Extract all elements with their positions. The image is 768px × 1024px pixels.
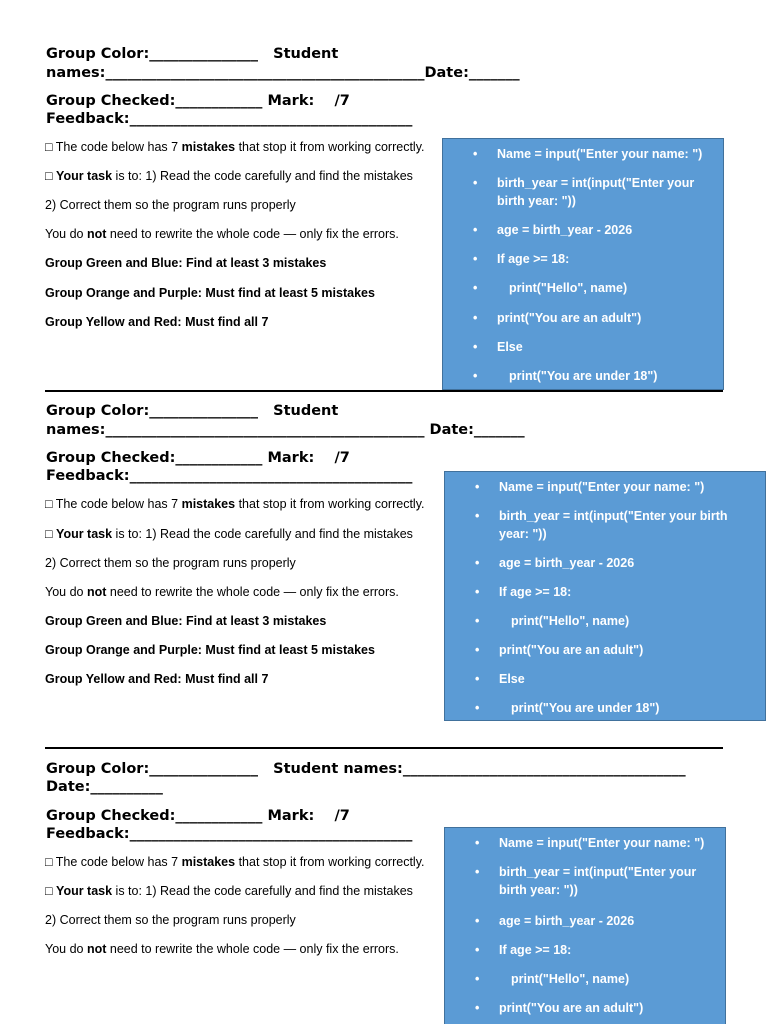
instruction-task: □ Your task is to: 1) Read the code carefully and find the mistakes — [45, 169, 413, 183]
group-checked-mark-line[interactable]: Group Checked:____________ Mark: /7 — [46, 808, 350, 824]
instruction-no-rewrite: You do not need to rewrite the whole code — only fix the errors. — [45, 585, 399, 599]
names-date-line[interactable]: names:____________________________________________Date:_______ — [46, 65, 520, 81]
feedback-line[interactable]: Feedback:_______________________________________ — [46, 468, 413, 484]
instruction-task: □ Your task is to: 1) Read the code carefully and find the mistakes — [45, 527, 413, 541]
group-color-student-line[interactable]: Group Color:_______________ Student — [46, 46, 339, 62]
instruction-task: □ Your task is to: 1) Read the code carefully and find the mistakes — [45, 884, 413, 898]
group-green-blue-goal: Group Green and Blue: Find at least 3 mistakes — [45, 614, 327, 628]
date-line[interactable]: Date:__________ — [46, 779, 163, 795]
worksheet-section-1 — [0, 0, 768, 392]
instruction-correct: 2) Correct them so the program runs properly — [45, 198, 296, 212]
instruction-mistakes: □ The code below has 7 mistakes that stop it from working correctly. — [45, 855, 425, 869]
group-orange-purple-goal: Group Orange and Purple: Must find at least 5 mistakes — [45, 286, 375, 300]
code-box: • Name = input("Enter your name: ") • birth_year = int(input("Enter your birth year: ")) • age = birth_year - 2026 • If age >= 18: • print("Hello", name) • print("You are an adult") • Else • print("You are under 18") — [444, 471, 766, 721]
names-date-line[interactable]: names:____________________________________________ Date:_______ — [46, 422, 525, 438]
group-checked-mark-line[interactable]: Group Checked:____________ Mark: /7 — [46, 93, 350, 109]
feedback-line[interactable]: Feedback:_______________________________________ — [46, 826, 413, 842]
feedback-line[interactable]: Feedback:_______________________________________ — [46, 111, 413, 127]
group-color-student-line[interactable]: Group Color:_______________ Student — [46, 403, 339, 419]
group-checked-mark-line[interactable]: Group Checked:____________ Mark: /7 — [46, 450, 350, 466]
instruction-no-rewrite: You do not need to rewrite the whole code — only fix the errors. — [45, 227, 399, 241]
code-box: • Name = input("Enter your name: ") • birth_year = int(input("Enter your birth year: ")) • age = birth_year - 2026 • If age >= 18: • print("Hello", name) • print("You are an adult") • Else • print("You are under 18") — [442, 138, 724, 390]
worksheet-section-2 — [0, 357, 768, 727]
instruction-no-rewrite: You do not need to rewrite the whole code — only fix the errors. — [45, 942, 399, 956]
code-box: • Name = input("Enter your name: ") • birth_year = int(input("Enter your birth year: ")) • age = birth_year - 2026 • If age >= 18: • print("Hello", name) • print("You are an adult") — [444, 827, 726, 1024]
instruction-mistakes: □ The code below has 7 mistakes that stop it from working correctly. — [45, 140, 425, 154]
group-color-student-line[interactable]: Group Color:_______________ Student names:_______________________________________ — [46, 761, 686, 777]
worksheet-section-3 — [0, 715, 768, 1024]
instruction-correct: 2) Correct them so the program runs properly — [45, 913, 296, 927]
group-orange-purple-goal: Group Orange and Purple: Must find at least 5 mistakes — [45, 643, 375, 657]
instruction-mistakes: □ The code below has 7 mistakes that stop it from working correctly. — [45, 497, 425, 511]
group-yellow-red-goal: Group Yellow and Red: Must find all 7 — [45, 315, 269, 329]
instruction-correct: 2) Correct them so the program runs properly — [45, 556, 296, 570]
group-green-blue-goal: Group Green and Blue: Find at least 3 mistakes — [45, 256, 327, 270]
group-yellow-red-goal: Group Yellow and Red: Must find all 7 — [45, 672, 269, 686]
